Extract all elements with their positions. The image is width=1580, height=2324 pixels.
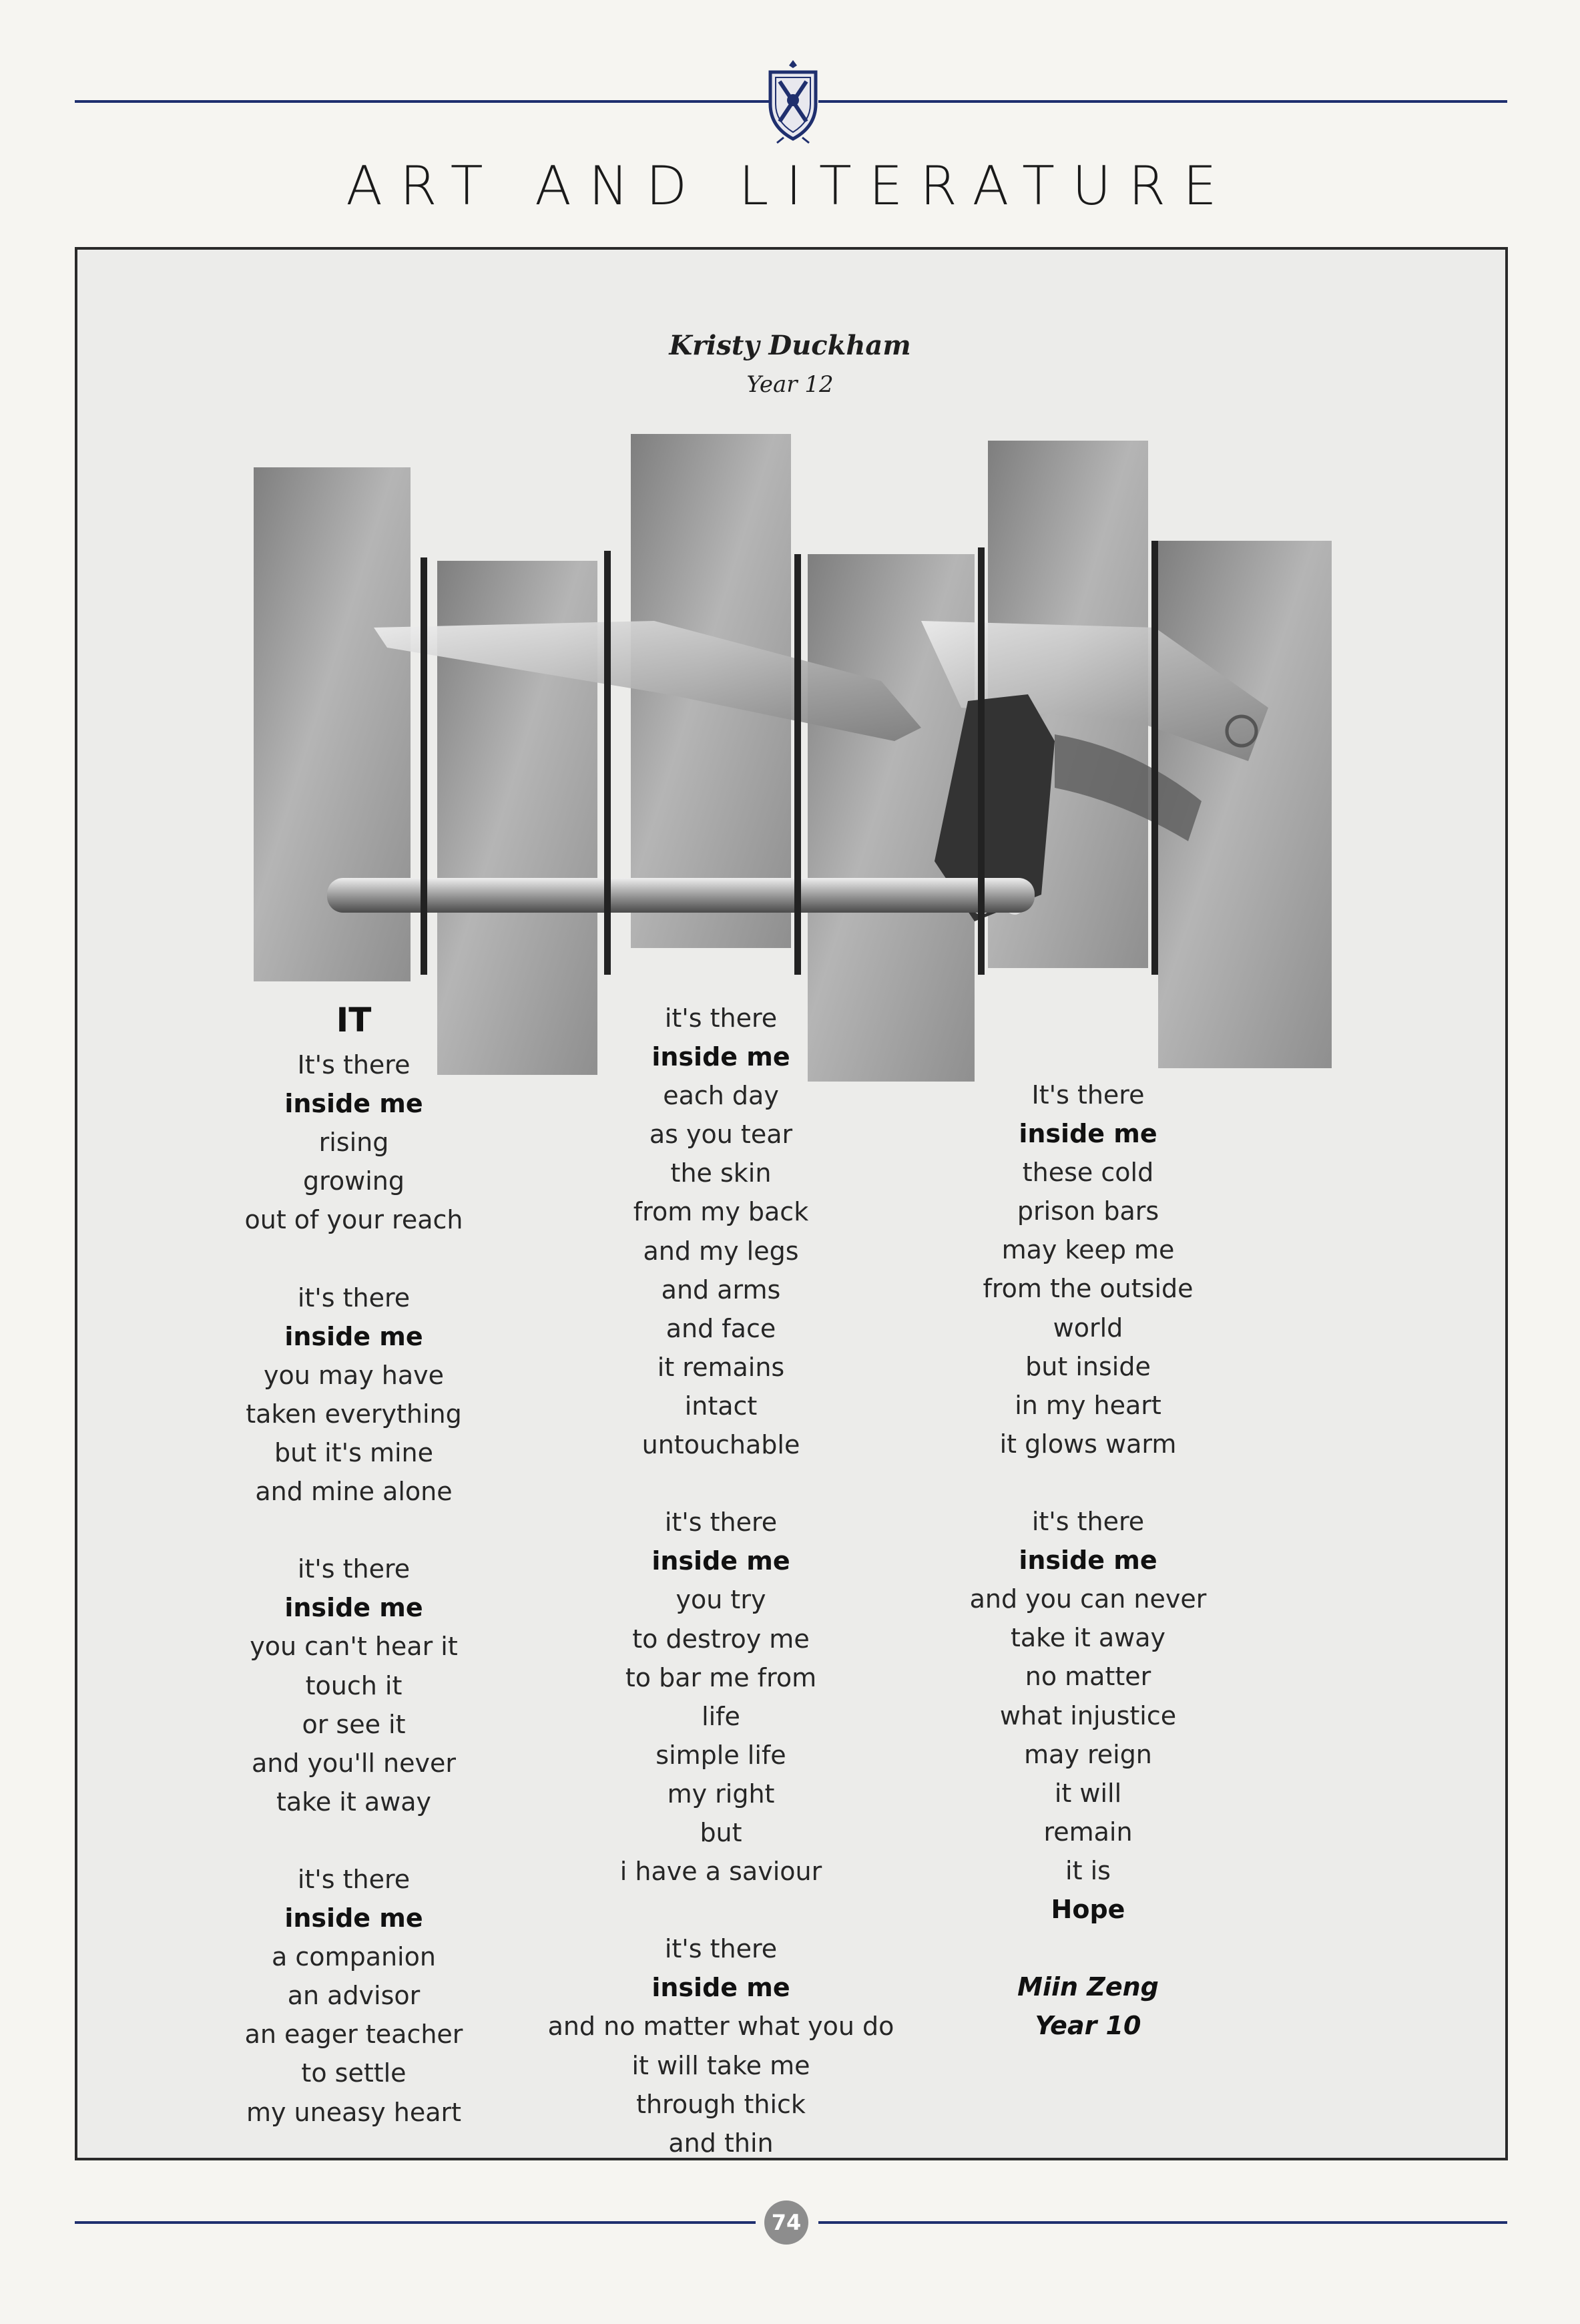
poem-line: from the outside (983, 1274, 1194, 1304)
poem-line: intact (684, 1391, 758, 1421)
poem-line: from my back (633, 1197, 809, 1227)
poem-line: inside me (284, 1903, 423, 1933)
poem-line: it will (1054, 1778, 1122, 1808)
poem-line: Hope (1051, 1894, 1125, 1924)
poem-line: i have a saviour (619, 1857, 822, 1887)
poem-line: rising (318, 1128, 389, 1158)
poem-line: inside me (651, 1042, 790, 1072)
poem-line: and thin (668, 2128, 774, 2158)
pipe-shape (327, 878, 1035, 913)
stanza (547, 1503, 894, 1891)
poem-line: prison bars (1017, 1196, 1159, 1226)
footer-rule-left (75, 2221, 756, 2224)
poem-line: and my legs (643, 1236, 799, 1266)
poem-line: it's there (1031, 1507, 1145, 1537)
poem-title: IT (336, 1001, 372, 1039)
poem-line: world (1053, 1313, 1123, 1343)
poem-line: inside me (284, 1321, 423, 1351)
poem-line: in my heart (1015, 1390, 1161, 1420)
poem-line: remain (1043, 1817, 1133, 1847)
poem-column-1 (214, 995, 494, 2132)
poem-line: each day (663, 1081, 779, 1111)
section-title: ART AND LITERATURE (346, 155, 1234, 217)
poem-line: an advisor (287, 1981, 421, 2011)
poem-line: these cold (1022, 1158, 1154, 1188)
poem-line: inside me (284, 1089, 423, 1119)
poem-line: it remains (657, 1352, 785, 1382)
stanza (214, 1045, 494, 1239)
poem-line: untouchable (641, 1430, 800, 1460)
poem-line: as you tear (649, 1120, 793, 1150)
stanza (547, 1929, 894, 2162)
poem-line: may reign (1024, 1739, 1152, 1769)
poem-line: it's there (664, 1507, 778, 1538)
poem-line: or see it (302, 1709, 406, 1739)
poem-line: take it away (276, 1787, 431, 1817)
poem-line: you try (676, 1585, 766, 1615)
stanza (214, 1550, 494, 1821)
poem-column-2 (547, 999, 894, 2162)
poem-line: and you'll never (252, 1748, 456, 1778)
poem-line: inside me (651, 1973, 790, 2003)
poem-line: through thick (636, 2089, 806, 2119)
poem-line: growing (303, 1166, 405, 1196)
footer-rule-right (818, 2221, 1507, 2224)
poem-line: and mine alone (255, 1477, 453, 1507)
stanza (214, 1279, 494, 1512)
poem-line: take it away (1011, 1623, 1165, 1653)
poem-line: It's there (1031, 1080, 1145, 1110)
poem-line: but inside (1025, 1351, 1151, 1381)
poem-line: inside me (1019, 1119, 1157, 1149)
poem-author: Miin Zeng (1017, 1972, 1159, 2002)
poem-line: simple life (655, 1740, 786, 1770)
poem-line: taken everything (246, 1399, 462, 1429)
poem-line: inside me (1019, 1546, 1157, 1576)
poem-line: to destroy me (632, 1624, 810, 1654)
poem-line: an eager teacher (244, 2020, 463, 2050)
poem-line: out of your reach (244, 1205, 463, 1235)
poem-line: you may have (263, 1360, 444, 1390)
header-rule-right (818, 100, 1507, 103)
stanza (547, 999, 894, 1464)
poem-line: it is (1065, 1855, 1111, 1885)
poem-line: touch it (305, 1670, 403, 1700)
stanza (214, 1860, 494, 2132)
poem-line: and no matter what you do (547, 2012, 894, 2042)
poem-line: my uneasy heart (246, 2097, 462, 2127)
artist-name: Kristy Duckham (669, 330, 911, 361)
poem-line: and arms (661, 1274, 781, 1305)
poem-line: life (702, 1701, 740, 1731)
poem-line: it will take me (631, 2050, 810, 2080)
poem-line: it's there (297, 1554, 411, 1584)
page-number: 74 (764, 2200, 808, 2245)
poem-line: it's there (297, 1283, 411, 1313)
poem-line: but (700, 1817, 742, 1847)
stanza (948, 1502, 1228, 1929)
poem-line: inside me (284, 1593, 423, 1623)
poem-line: may keep me (1001, 1235, 1175, 1265)
poem-author-year: Year 10 (1035, 2011, 1141, 2041)
poem-line: it glows warm (999, 1429, 1177, 1459)
poem-line: it's there (664, 1934, 778, 1964)
poem-column-3 (948, 1076, 1228, 2045)
poem-line: to settle (301, 2058, 407, 2088)
poem-line: you can't hear it (250, 1632, 458, 1662)
artist-year: Year 12 (746, 371, 834, 398)
poem-line: but it's mine (274, 1437, 433, 1467)
poem-line: my right (667, 1779, 775, 1809)
poem-line: the skin (670, 1158, 772, 1188)
poem-line: and you can never (969, 1584, 1207, 1614)
poem-line: no matter (1025, 1662, 1151, 1692)
stanza (948, 1076, 1228, 1463)
poem-line: It's there (297, 1050, 411, 1080)
poem-line: and face (666, 1313, 776, 1343)
poem-line: to bar me from (625, 1662, 817, 1692)
poem-line: inside me (651, 1546, 790, 1576)
poem-line: it's there (664, 1003, 778, 1033)
school-crest-icon (761, 57, 825, 144)
poem-line: a companion (272, 1942, 436, 1972)
poem-line: what injustice (999, 1700, 1177, 1730)
header-rule-left (75, 100, 769, 103)
poem-line: it's there (297, 1864, 411, 1894)
